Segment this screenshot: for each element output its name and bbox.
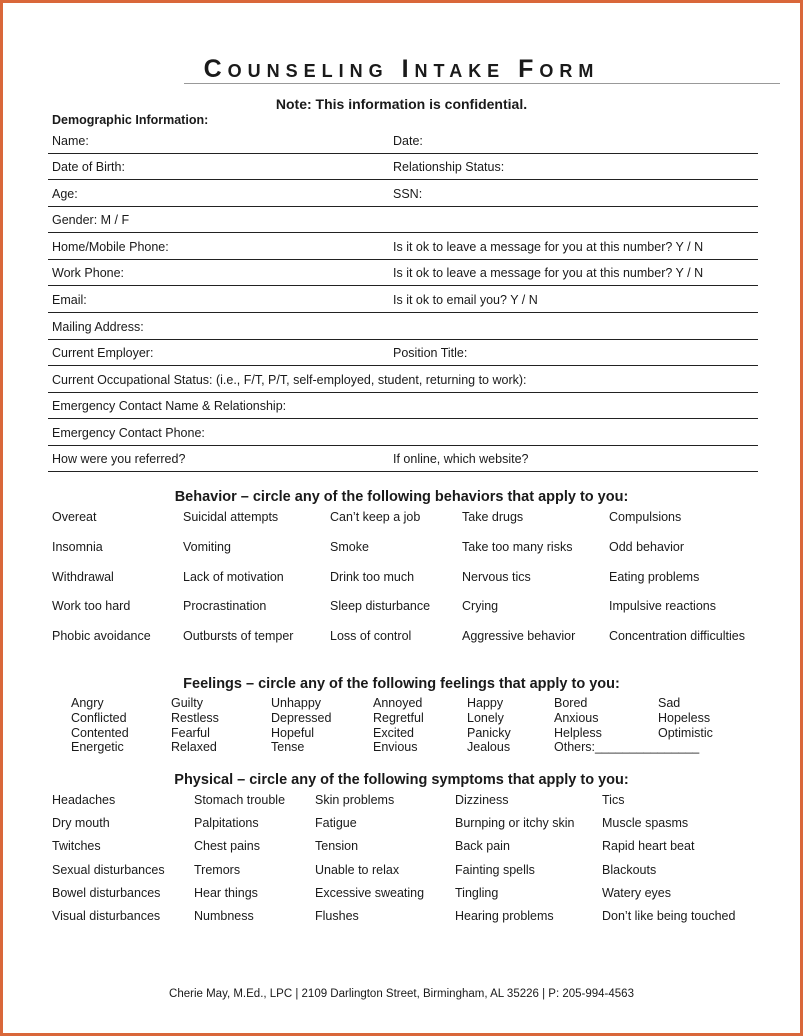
physical-option[interactable]: Skin problems xyxy=(315,793,395,807)
feelings-option[interactable]: Anxious xyxy=(554,710,599,725)
physical-option[interactable]: Excessive sweating xyxy=(315,885,425,900)
physical-option[interactable]: Watery eyes xyxy=(602,885,672,900)
behavior-option[interactable]: Phobic avoidance xyxy=(52,629,151,644)
feelings-option[interactable]: Relaxed xyxy=(171,740,217,755)
field-label: If online, which website? xyxy=(393,452,529,466)
physical-option[interactable]: Don’t like being touched xyxy=(602,909,736,923)
behavior-option[interactable]: Sleep disturbance xyxy=(330,599,431,614)
physical-option[interactable]: Tremors xyxy=(194,862,241,877)
feelings-option[interactable]: Helpless xyxy=(554,725,602,740)
behavior-option[interactable]: Insomnia xyxy=(52,539,103,554)
behavior-option[interactable]: Vomiting xyxy=(183,539,231,554)
field-label: Name: xyxy=(52,134,89,148)
behavior-option[interactable]: Procrastination xyxy=(183,599,267,614)
field-row-referral[interactable] xyxy=(48,445,758,472)
physical-option[interactable]: Rapid heart beat xyxy=(602,839,695,854)
physical-option[interactable]: Headaches xyxy=(52,793,116,807)
feelings-option[interactable]: Others:_______________ xyxy=(554,740,700,755)
field-label: Is it ok to leave a message for you at this number? Y / N xyxy=(393,266,704,280)
field-row-age[interactable] xyxy=(48,180,758,207)
field-label: Date of Birth: xyxy=(52,160,125,174)
physical-option[interactable]: Hearing problems xyxy=(455,909,554,923)
field-row-gender[interactable] xyxy=(48,206,758,233)
field-label: Date: xyxy=(393,134,423,148)
behavior-option[interactable]: Drink too much xyxy=(330,569,415,584)
field-label: Email: xyxy=(52,293,87,307)
feelings-option[interactable]: Annoyed xyxy=(373,696,423,710)
field-row-employer[interactable] xyxy=(48,339,758,366)
form-title: Counseling Intake Form xyxy=(203,55,600,83)
field-row-mailing-address[interactable] xyxy=(48,313,758,340)
field-label: Gender: M / F xyxy=(52,213,130,227)
behavior-option[interactable]: Eating problems xyxy=(609,569,700,584)
feelings-option[interactable]: Hopeful xyxy=(271,725,315,740)
feelings-option[interactable]: Bored xyxy=(554,696,588,710)
field-row-home-phone[interactable] xyxy=(48,233,758,260)
field-row-dob[interactable] xyxy=(48,153,758,180)
behavior-option[interactable]: Compulsions xyxy=(609,510,682,524)
feelings-option[interactable]: Optimistic xyxy=(658,725,713,740)
field-row-email[interactable] xyxy=(48,286,758,313)
feelings-option[interactable]: Depressed xyxy=(271,710,332,725)
behavior-option[interactable]: Suicidal attempts xyxy=(183,510,279,524)
field-label: Emergency Contact Phone: xyxy=(52,426,205,440)
field-row-occupational-status[interactable] xyxy=(48,366,758,393)
title-divider xyxy=(184,83,780,84)
feelings-option[interactable]: Contented xyxy=(71,725,129,740)
field-label: Work Phone: xyxy=(52,266,125,280)
confidential-note: Note: This information is confidential. xyxy=(275,96,528,112)
feelings-heading: Feelings – circle any of the following feelings that apply to you: xyxy=(183,676,620,692)
field-row-emergency-phone[interactable] xyxy=(48,419,758,446)
feelings-option[interactable]: Guilty xyxy=(171,696,203,710)
footer-contact: Cherie May, M.Ed., LPC | 2109 Darlington Street, Birmingham, AL 35226 | P: 205-994-4563 xyxy=(169,988,634,1000)
behavior-option[interactable]: Concentration difficulties xyxy=(609,629,745,644)
behavior-option[interactable]: Aggressive behavior xyxy=(462,629,576,644)
behavior-option[interactable]: Take too many risks xyxy=(462,539,573,554)
physical-option[interactable]: Tension xyxy=(315,839,359,854)
field-label: Mailing Address: xyxy=(52,320,144,334)
behavior-heading: Behavior – circle any of the following behaviors that apply to you: xyxy=(174,489,629,505)
field-label: How were you referred? xyxy=(52,452,186,466)
physical-option[interactable]: Dry mouth xyxy=(52,816,110,831)
physical-option[interactable]: Palpitations xyxy=(194,816,259,831)
feelings-option[interactable]: Happy xyxy=(467,696,504,710)
physical-option[interactable]: Dizziness xyxy=(455,793,509,807)
behavior-option[interactable]: Work too hard xyxy=(52,599,131,614)
physical-option[interactable]: Tics xyxy=(602,793,625,807)
physical-option[interactable]: Chest pains xyxy=(194,839,261,854)
behavior-option[interactable]: Crying xyxy=(462,599,499,614)
field-label: SSN: xyxy=(393,187,423,201)
physical-option[interactable]: Flushes xyxy=(315,909,359,923)
field-label: Is it ok to email you? Y / N xyxy=(393,293,538,307)
field-row-emergency-contact[interactable] xyxy=(48,392,758,419)
physical-option[interactable]: Stomach trouble xyxy=(194,793,286,807)
feelings-option[interactable]: Conflicted xyxy=(71,710,127,725)
field-label: Age: xyxy=(52,187,78,201)
physical-option[interactable]: Burnping or itchy skin xyxy=(455,816,575,831)
physical-option[interactable]: Twitches xyxy=(52,839,101,854)
behavior-option[interactable]: Can’t keep a job xyxy=(330,510,421,524)
feelings-option[interactable]: Unhappy xyxy=(271,696,322,710)
feelings-option[interactable]: Energetic xyxy=(71,740,124,755)
feelings-option[interactable]: Restless xyxy=(171,710,219,725)
field-row-work-phone[interactable] xyxy=(48,259,758,286)
physical-option[interactable]: Sexual disturbances xyxy=(52,862,165,877)
feelings-option[interactable]: Regretful xyxy=(373,710,424,725)
physical-option[interactable]: Back pain xyxy=(455,839,510,854)
physical-option[interactable]: Bowel disturbances xyxy=(52,885,161,900)
physical-option[interactable]: Fainting spells xyxy=(455,862,535,877)
feelings-option[interactable]: Hopeless xyxy=(658,710,711,725)
feelings-option[interactable]: Lonely xyxy=(467,710,504,725)
field-label: Current Occupational Status: (i.e., F/T, P/T, self-employed, student, returning to work): xyxy=(52,373,527,387)
behavior-option[interactable]: Odd behavior xyxy=(609,539,685,554)
feelings-option[interactable]: Jealous xyxy=(467,740,511,755)
physical-option[interactable]: Tingling xyxy=(455,885,499,900)
field-label: Emergency Contact Name & Relationship: xyxy=(52,399,287,413)
behavior-option[interactable]: Loss of control xyxy=(330,629,412,644)
physical-option[interactable]: Unable to relax xyxy=(315,862,400,877)
physical-option[interactable]: Hear things xyxy=(194,885,258,900)
field-label: Home/Mobile Phone: xyxy=(52,240,169,254)
physical-heading: Physical – circle any of the following symptoms that apply to you: xyxy=(174,772,629,788)
behavior-option[interactable]: Nervous tics xyxy=(462,569,531,584)
feelings-option[interactable]: Sad xyxy=(658,696,681,710)
feelings-option[interactable]: Tense xyxy=(271,740,305,755)
field-label: Position Title: xyxy=(393,346,468,360)
feelings-option[interactable]: Fearful xyxy=(171,725,210,740)
field-row-name[interactable] xyxy=(48,127,758,154)
behavior-option[interactable]: Smoke xyxy=(330,539,369,554)
behavior-option[interactable]: Take drugs xyxy=(462,510,524,524)
feelings-option[interactable]: Envious xyxy=(373,740,418,755)
behavior-option[interactable]: Withdrawal xyxy=(52,569,114,584)
field-label: Is it ok to leave a message for you at this number? Y / N xyxy=(393,240,704,254)
physical-option[interactable]: Blackouts xyxy=(602,862,657,877)
behavior-option[interactable]: Impulsive reactions xyxy=(609,599,716,614)
field-label: Relationship Status: xyxy=(393,160,505,174)
physical-option[interactable]: Fatigue xyxy=(315,816,357,831)
demographic-heading: Demographic Information: xyxy=(52,113,209,127)
feelings-option[interactable]: Angry xyxy=(71,696,104,710)
behavior-option[interactable]: Outbursts of temper xyxy=(183,629,294,644)
behavior-option[interactable]: Overeat xyxy=(52,510,97,524)
field-label: Current Employer: xyxy=(52,346,154,360)
physical-option[interactable]: Visual disturbances xyxy=(52,909,161,923)
feelings-option[interactable]: Excited xyxy=(373,725,414,740)
physical-option[interactable]: Muscle spasms xyxy=(602,816,689,831)
physical-option[interactable]: Numbness xyxy=(194,909,254,923)
behavior-option[interactable]: Lack of motivation xyxy=(183,569,284,584)
feelings-option[interactable]: Panicky xyxy=(467,725,511,740)
